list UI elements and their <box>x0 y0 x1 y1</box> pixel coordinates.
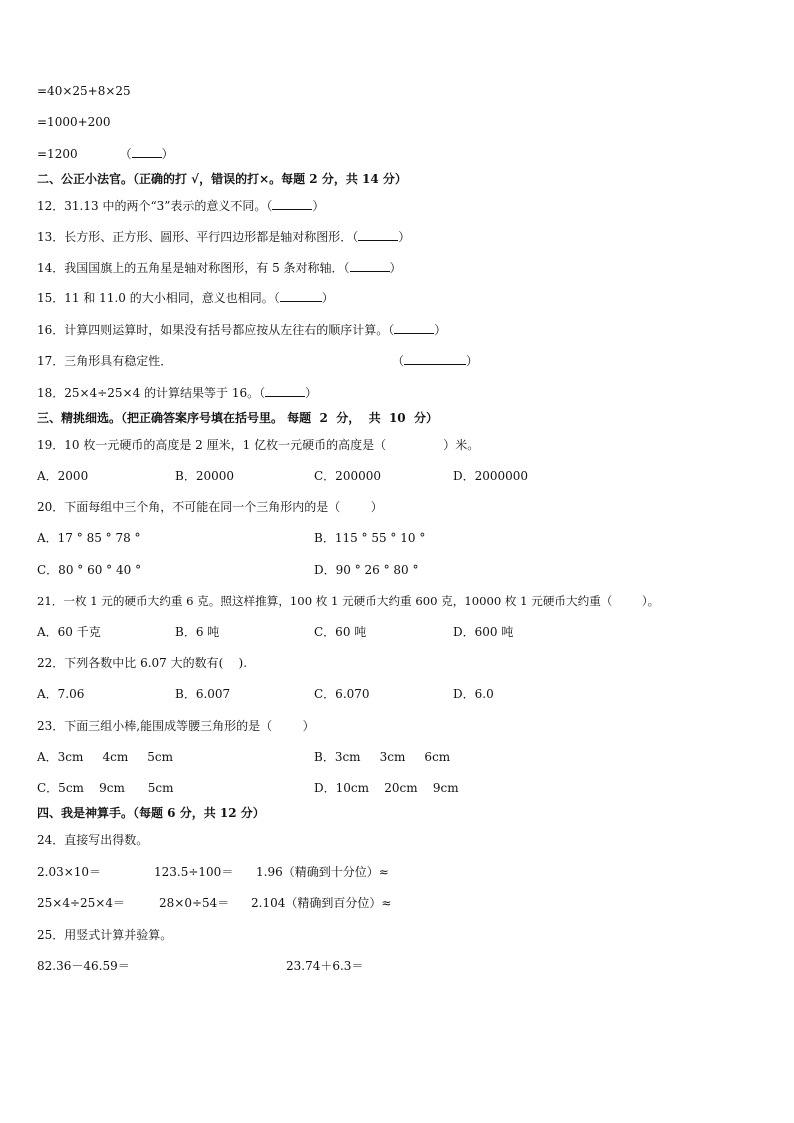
answer-blank[interactable] <box>280 290 322 302</box>
option-22-c[interactable]: C．6.070 <box>314 687 370 701</box>
option-19-a[interactable]: A．2000 <box>37 469 89 483</box>
question-18 <box>37 385 317 401</box>
question-14-text: 14．我国国旗上的五角星是轴对称图形，有 5 条对称轴．（ <box>37 261 350 275</box>
calc-line-3-text: =1200 <box>37 147 78 161</box>
question-16-text: 16．计算四则运算时，如果没有括号都应按从左往右的顺序计算。（ <box>37 323 395 337</box>
question-23: 23．下面三组小棒,能围成等腰三角形的是（ ） <box>37 719 315 733</box>
option-20-a[interactable]: A．17 ° 85 ° 78 ° <box>37 531 141 545</box>
option-21-b[interactable]: B．6 吨 <box>175 625 220 639</box>
question-12-text: 12．31.13 中的两个“3”表示的意义不同。（ <box>37 199 273 213</box>
paren-close: ） <box>312 199 325 213</box>
option-23-d[interactable]: D．10cm 20cm 9cm <box>314 781 459 795</box>
answer-blank[interactable] <box>358 229 398 241</box>
q24-item-2: 123.5÷100＝ <box>154 865 234 879</box>
question-15-text: 15．11 和 11.0 的大小相同，意义也相同。（ <box>37 291 280 305</box>
section-2-heading: 二、公正小法官。（正确的打 √，错误的打×。每题 2 分，共 14 分） <box>37 172 407 186</box>
q25-item-2: 23.74＋6.3＝ <box>286 959 364 973</box>
question-12 <box>37 198 324 214</box>
paren-close: ） <box>321 291 334 305</box>
calc-line-1: =40×25+8×25 <box>37 84 131 98</box>
option-21-c[interactable]: C．60 吨 <box>314 625 367 639</box>
question-17: 17．三角形具有稳定性． <box>37 354 173 368</box>
option-23-b[interactable]: B．3cm 3cm 6cm <box>314 750 451 764</box>
paren-close: ） <box>161 147 174 161</box>
section-4-heading: 四、我是神算手。（每题 6 分，共 12 分） <box>37 806 265 820</box>
question-13 <box>37 229 410 245</box>
paren-close: ） <box>305 386 318 400</box>
calc-line-3 <box>37 146 174 162</box>
question-17-answer <box>392 353 478 369</box>
paren-close: ） <box>466 354 479 368</box>
question-25: 25．用竖式计算并验算。 <box>37 928 173 942</box>
option-20-c[interactable]: C．80 ° 60 ° 40 ° <box>37 563 142 577</box>
answer-blank[interactable] <box>350 260 390 272</box>
question-14 <box>37 260 402 276</box>
question-21: 21．一枚 1 元的硬币大约重 6 克。照这样推算，100 枚 1 元硬币大约重 600 克，10000 枚 1 元硬币大约重（ ）。 <box>37 594 660 608</box>
answer-blank[interactable] <box>394 322 434 334</box>
option-19-c[interactable]: C．200000 <box>314 469 381 483</box>
q24-item-4: 25×4÷25×4＝ <box>37 896 125 910</box>
option-21-a[interactable]: A．60 千克 <box>37 625 101 639</box>
question-13-text: 13．长方形、正方形、圆形、平行四边形都是轴对称图形．（ <box>37 230 359 244</box>
answer-blank[interactable] <box>404 353 466 365</box>
option-21-d[interactable]: D．600 吨 <box>453 625 514 639</box>
option-19-d[interactable]: D．2000000 <box>453 469 529 483</box>
q24-item-5: 28×0÷54＝ <box>159 896 230 910</box>
option-23-c[interactable]: C．5cm 9cm 5cm <box>37 781 174 795</box>
calc-line-2: =1000+200 <box>37 115 111 129</box>
question-22: 22．下列各数中比 6.07 大的数有( ). <box>37 656 248 670</box>
option-22-d[interactable]: D．6.0 <box>453 687 494 701</box>
question-20: 20．下面每组中三个角，不可能在同一个三角形内的是（ ） <box>37 500 383 514</box>
option-19-b[interactable]: B．20000 <box>175 469 234 483</box>
paren-close: ） <box>434 323 447 337</box>
q24-item-6: 2.104（精确到百分位）≈ <box>251 896 392 910</box>
paren-close: ） <box>398 230 411 244</box>
option-20-b[interactable]: B．115 ° 55 ° 10 ° <box>314 531 426 545</box>
paren-open: （ <box>119 147 132 161</box>
paren-close: ） <box>389 261 402 275</box>
question-24: 24．直接写出得数。 <box>37 833 149 847</box>
answer-blank[interactable] <box>265 385 305 397</box>
option-20-d[interactable]: D．90 ° 26 ° 80 ° <box>314 563 419 577</box>
q24-item-3: 1.96（精确到十分位）≈ <box>256 865 389 879</box>
section-3-heading: 三、精挑细选。（把正确答案序号填在括号里。 每题 2 分， 共 10 分） <box>37 411 439 425</box>
option-22-b[interactable]: B．6.007 <box>175 687 231 701</box>
q24-item-1: 2.03×10＝ <box>37 865 102 879</box>
q25-item-1: 82.36－46.59＝ <box>37 959 130 973</box>
answer-blank[interactable] <box>132 146 162 158</box>
question-19: 19．10 枚一元硬币的高度是 2 厘米，1 亿枚一元硬币的高度是（ ）米。 <box>37 438 480 452</box>
question-15 <box>37 290 334 306</box>
question-16 <box>37 322 446 338</box>
paren-open: （ <box>392 354 405 368</box>
answer-blank[interactable] <box>272 198 312 210</box>
option-22-a[interactable]: A．7.06 <box>37 687 85 701</box>
option-23-a[interactable]: A．3cm 4cm 5cm <box>37 750 174 764</box>
question-18-text: 18．25×4÷25×4 的计算结果等于 16。（ <box>37 386 266 400</box>
